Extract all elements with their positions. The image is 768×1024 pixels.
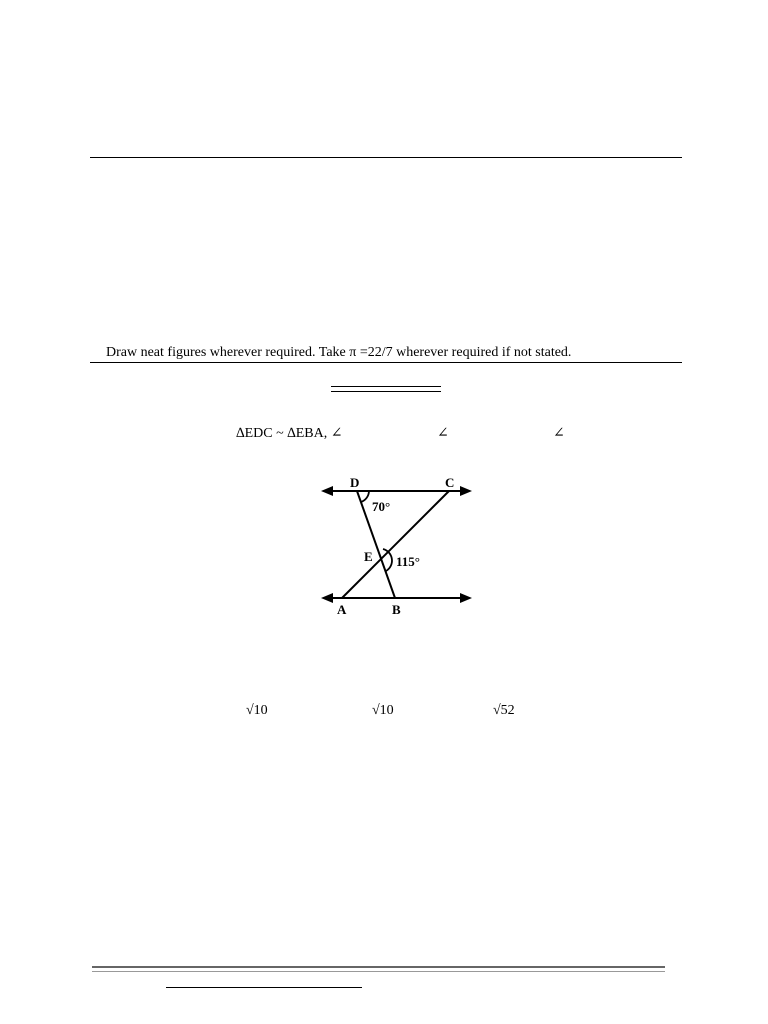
angle-e-label: 115° <box>396 554 420 569</box>
footer-short-rule <box>166 987 362 988</box>
label-a: A <box>337 602 347 617</box>
label-d: D <box>350 475 360 490</box>
option-value: √52 <box>493 703 515 718</box>
option-value: √10 <box>372 703 394 718</box>
arrow-right-top <box>460 486 472 496</box>
label-c: C <box>445 475 455 490</box>
arrow-left-top <box>321 486 333 496</box>
angle-symbol: ∠ <box>553 426 565 441</box>
angle-symbol: ∠ <box>437 426 449 441</box>
line-ca <box>342 491 449 598</box>
angle-arc-d <box>361 491 369 502</box>
arrow-right-bottom <box>460 593 472 603</box>
label-e: E <box>364 549 373 564</box>
general-instructions: Draw neat figures wherever required. Take π =22/7 wherever required if not stated. <box>106 345 572 360</box>
footer-rule <box>92 966 665 972</box>
question-given-text: ∆EDC ~ ∆EBA, ∠ <box>236 426 343 441</box>
option-value: √10 <box>246 703 268 718</box>
arrow-left-bottom <box>321 593 333 603</box>
angle-d-label: 70° <box>372 499 391 514</box>
label-b: B <box>392 602 401 617</box>
